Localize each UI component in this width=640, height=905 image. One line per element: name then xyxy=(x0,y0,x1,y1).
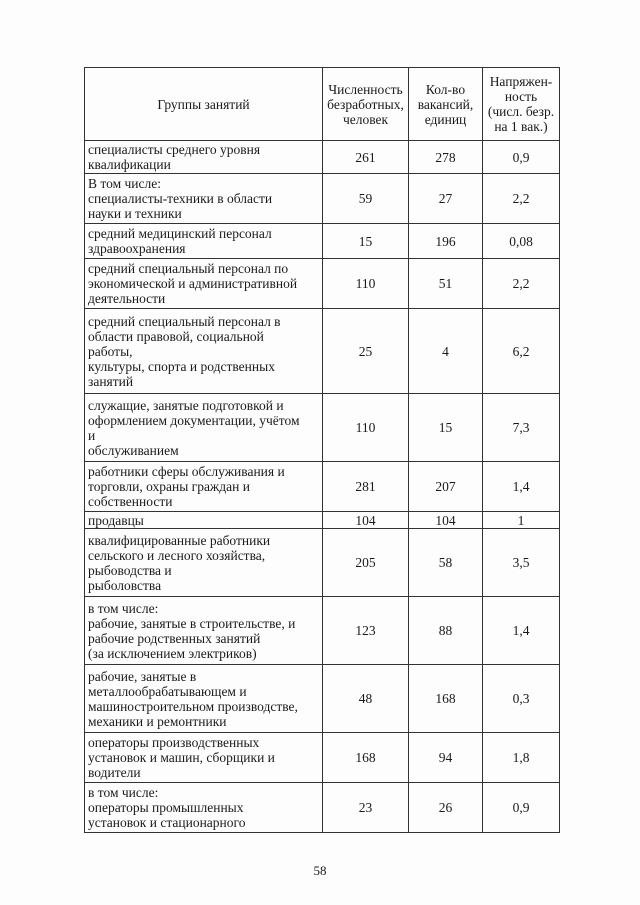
table-row xyxy=(85,783,560,833)
header-vacancies: Кол-во вакансий, единиц xyxy=(409,68,483,141)
occupation-group-line: операторы промышленных xyxy=(88,800,244,815)
header-tension: Напряжен-ность (числ. безр. на 1 вак.) xyxy=(483,68,560,141)
occupation-group-line: торговли, охраны граждан и xyxy=(88,479,250,494)
table-row xyxy=(85,733,560,783)
occupation-group-line: средний специальный персонал в xyxy=(88,313,281,329)
table-body xyxy=(85,141,560,833)
occupation-group-line: сельского и лесного хозяйства, xyxy=(88,547,266,563)
occupation-group-line: обслуживанием xyxy=(88,442,179,458)
occupation-group-line: рабочие, занятые в xyxy=(88,668,197,684)
table-row xyxy=(85,224,560,259)
table-row xyxy=(85,394,560,462)
occupation-group-line: работы, xyxy=(88,343,133,359)
occupation-group-line: механики и ремонтники xyxy=(88,713,227,729)
vacancies-count-cell: 88 xyxy=(409,597,483,665)
occupation-group-line: в том числе: xyxy=(88,600,159,616)
occupation-group-line: В том числе: xyxy=(88,176,161,191)
vacancies-count-cell: 26 xyxy=(409,783,483,833)
vacancies-count-cell: 278 xyxy=(409,141,483,174)
table-header-row xyxy=(85,68,560,141)
occupation-group-line: установок и стационарного xyxy=(88,815,246,830)
occupation-group-line: рыбоводства и xyxy=(88,562,172,578)
occupation-group-line: оформлением документации, учётом xyxy=(88,412,300,428)
tension-ratio-cell: 2,2 xyxy=(483,259,560,309)
unemployed-count-cell: 205 xyxy=(323,529,409,597)
occupation-table xyxy=(84,67,560,833)
unemployed-count-cell: 168 xyxy=(323,733,409,783)
unemployed-count-cell: 59 xyxy=(323,174,409,224)
unemployed-count-cell: 123 xyxy=(323,597,409,665)
header-unemployed: Численность безработных, человек xyxy=(323,68,409,141)
occupation-group-line: операторы производственных xyxy=(88,735,260,750)
vacancies-count-cell: 207 xyxy=(409,462,483,512)
occupation-group-cell xyxy=(85,462,323,512)
occupation-group-line: (за исключением электриков) xyxy=(88,645,257,661)
occupation-group-line: установок и машин, сборщики и xyxy=(88,750,275,765)
occupation-group-line: в том числе: xyxy=(88,785,159,800)
occupation-group-line: металлообрабатывающем и xyxy=(88,683,247,699)
unemployed-count-cell: 104 xyxy=(323,512,409,529)
tension-ratio-cell: 1,4 xyxy=(483,597,560,665)
occupation-group-cell xyxy=(85,259,323,309)
occupation-group-line: рыболовства xyxy=(88,577,162,593)
unemployed-count-cell: 110 xyxy=(323,259,409,309)
table-row xyxy=(85,597,560,665)
occupation-group-line: квалификации xyxy=(88,157,171,172)
occupation-group-cell xyxy=(85,529,323,597)
occupation-group-line: квалифицированные работники xyxy=(88,532,271,548)
table-row xyxy=(85,141,560,174)
occupation-group-cell xyxy=(85,512,323,529)
occupation-group-line: рабочие родственных занятий xyxy=(88,630,261,646)
occupation-group-line: машиностроительном производстве, xyxy=(88,698,298,714)
occupation-group-line: служащие, занятые подготовкой и xyxy=(88,397,284,413)
occupation-group-line: занятий xyxy=(88,373,134,389)
tension-ratio-cell: 0,9 xyxy=(483,141,560,174)
occupation-group-line: рабочие, занятые в строительстве, и xyxy=(88,615,296,631)
table-row xyxy=(85,309,560,394)
vacancies-count-cell: 27 xyxy=(409,174,483,224)
vacancies-count-cell: 4 xyxy=(409,309,483,394)
table-row xyxy=(85,174,560,224)
occupation-group-line: работники сферы обслуживания и xyxy=(88,464,285,479)
unemployed-count-cell: 48 xyxy=(323,665,409,733)
occupation-group-line: собственности xyxy=(88,494,173,509)
tension-ratio-cell: 1 xyxy=(483,512,560,529)
occupation-group-line: деятельности xyxy=(88,291,166,306)
occupation-group-cell xyxy=(85,174,323,224)
tension-ratio-cell: 0,08 xyxy=(483,224,560,259)
vacancies-count-cell: 196 xyxy=(409,224,483,259)
occupation-group-cell xyxy=(85,224,323,259)
header-occupation-groups: Группы занятий xyxy=(85,68,323,141)
page-number: 58 xyxy=(313,863,327,878)
unemployed-count-cell: 110 xyxy=(323,394,409,462)
tension-ratio-cell: 0,3 xyxy=(483,665,560,733)
vacancies-count-cell: 168 xyxy=(409,665,483,733)
occupation-group-line: водители xyxy=(88,765,141,780)
occupation-group-line: средний специальный персонал по xyxy=(88,261,289,276)
table-row xyxy=(85,665,560,733)
vacancies-count-cell: 15 xyxy=(409,394,483,462)
tension-ratio-cell: 6,2 xyxy=(483,309,560,394)
occupation-group-line: и xyxy=(88,427,96,443)
occupation-group-cell xyxy=(85,597,323,665)
vacancies-count-cell: 51 xyxy=(409,259,483,309)
occupation-group-cell xyxy=(85,665,323,733)
table-row xyxy=(85,512,560,529)
unemployed-count-cell: 261 xyxy=(323,141,409,174)
occupation-group-line: здравоохранения xyxy=(88,241,186,256)
occupation-group-line: средний медицинский персонал xyxy=(88,226,272,241)
occupation-group-cell xyxy=(85,309,323,394)
tension-ratio-cell: 0,9 xyxy=(483,783,560,833)
tension-ratio-cell: 3,5 xyxy=(483,529,560,597)
occupation-group-cell xyxy=(85,733,323,783)
tension-ratio-cell: 1,8 xyxy=(483,733,560,783)
occupation-group-cell xyxy=(85,394,323,462)
tension-ratio-cell: 7,3 xyxy=(483,394,560,462)
unemployed-count-cell: 25 xyxy=(323,309,409,394)
table-row xyxy=(85,529,560,597)
occupation-group-line: продавцы xyxy=(88,512,144,528)
table-row xyxy=(85,462,560,512)
table-row xyxy=(85,259,560,309)
unemployed-count-cell: 23 xyxy=(323,783,409,833)
occupation-group-cell xyxy=(85,783,323,833)
vacancies-count-cell: 58 xyxy=(409,529,483,597)
vacancies-count-cell: 94 xyxy=(409,733,483,783)
unemployed-count-cell: 15 xyxy=(323,224,409,259)
tension-ratio-cell: 1,4 xyxy=(483,462,560,512)
unemployed-count-cell: 281 xyxy=(323,462,409,512)
occupation-group-line: экономической и административной xyxy=(88,276,298,291)
occupation-group-line: области правовой, социальной xyxy=(88,328,264,344)
occupation-group-line: специалисты среднего уровня xyxy=(88,142,261,157)
occupation-group-cell xyxy=(85,141,323,174)
occupation-group-line: специалисты-техники в области xyxy=(88,191,273,206)
vacancies-count-cell: 104 xyxy=(409,512,483,529)
occupation-group-line: культуры, спорта и родственных xyxy=(88,358,275,374)
occupation-group-line: науки и техники xyxy=(88,206,182,221)
tension-ratio-cell: 2,2 xyxy=(483,174,560,224)
